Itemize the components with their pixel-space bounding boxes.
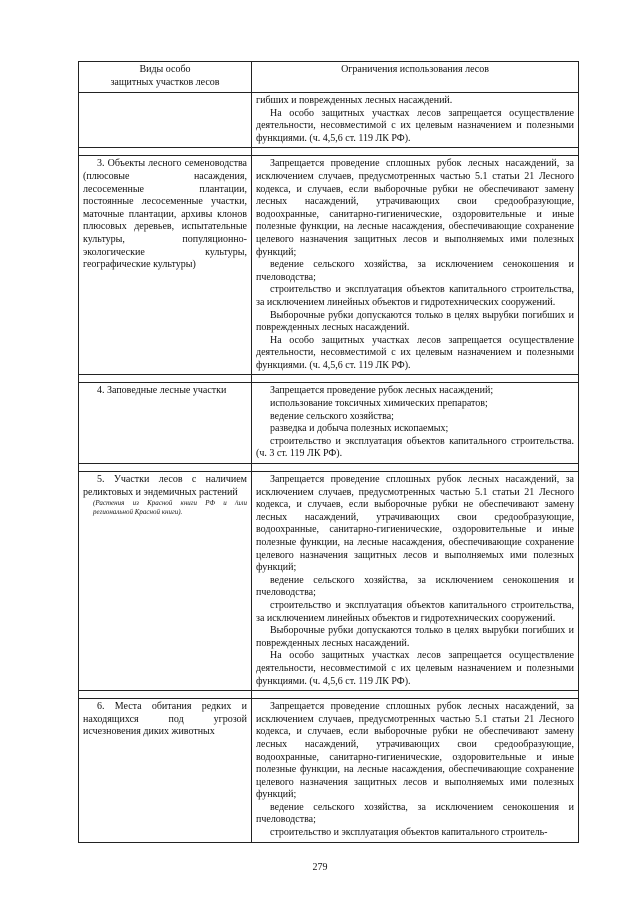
restriction-paragraph: ведение сельского хозяйства, за исключением сенокошения и пчеловодства; xyxy=(256,259,574,283)
spacer-cell xyxy=(252,148,579,156)
header-col-restrictions: Ограничения использования лесов xyxy=(252,62,579,93)
table-row xyxy=(79,472,579,691)
area-type-cell xyxy=(79,699,252,843)
restriction-paragraph: На особо защитных участках лесов запрещается осуществление деятельности, несовместимой с их целевым назначением и полезными функциями. (ч. 4,5,6 ст. 119 ЛК РФ). xyxy=(256,107,574,144)
spacer-cell xyxy=(79,464,252,472)
area-type-text: 6. Места обитания редких и находящихся под угрозой исчезновения диких животных xyxy=(83,701,247,738)
row-spacer xyxy=(79,691,579,699)
restriction-paragraph: гибших и поврежденных лесных насаждений. xyxy=(256,95,453,106)
row-spacer xyxy=(79,375,579,383)
row-spacer xyxy=(79,148,579,156)
restrictions-cell xyxy=(252,93,579,148)
restriction-paragraph: Выборочные рубки допускаются только в целях вырубки погибших и поврежденных лесных насаждений. xyxy=(256,309,574,334)
restriction-paragraph: разведка и добыча полезных ископаемых; xyxy=(270,423,449,435)
area-type-cell xyxy=(79,383,252,464)
table-row xyxy=(79,156,579,375)
spacer-cell xyxy=(79,148,252,156)
row-spacer xyxy=(79,464,579,472)
area-type-text: 4. Заповедные лесные участки xyxy=(97,385,227,397)
restriction-paragraph: ведение сельского хозяйства, за исключением сенокошения и пчеловодства; xyxy=(256,801,574,826)
restriction-paragraph: Запрещается проведение сплошных рубок лесных насаждений, за исключением случаев, предусмотренных частью 5.1 статьи 21 Лесного кодекса, и случаев, если выборочные рубки не обеспечивают замену лесных насаждений, утрачивающих свои средообразующие, водоохранные, санитарно-гигиенические, оздоровительные и иные полезные функции, на лесные насаждения, обеспечивающие сохранение целевого назначения защитных лесов и выполняемых ими полезных функций; xyxy=(256,158,574,258)
table-row xyxy=(79,699,579,843)
restriction-paragraph: ведение сельского хозяйства, за исключением сенокошения и пчеловодства; xyxy=(256,574,574,599)
spacer-cell xyxy=(252,464,579,472)
restriction-paragraph: строительство и эксплуатация объектов капитального строитель- xyxy=(270,827,548,839)
header-col-protected-areas: Виды особо защитных участков лесов xyxy=(79,62,252,93)
red-book-note: (Растения из Красной книги РФ и /или региональной Красной книги). xyxy=(93,499,247,517)
restriction-paragraph: На особо защитных участках лесов запрещается осуществление деятельности, несовместимой с их целевым назначением и полезными функциями. (ч. 4,5,6 ст. 119 ЛК РФ). xyxy=(256,650,574,687)
spacer-cell xyxy=(79,375,252,383)
restrictions-cell xyxy=(252,699,579,843)
restriction-paragraph: строительство и эксплуатация объектов капитального строительства, за исключением линейных объектов и гидротехнических сооружений. xyxy=(256,599,574,624)
area-type-text: 5. Участки лесов с наличием реликтовых и эндемичных растений xyxy=(83,474,247,498)
table-body xyxy=(79,93,579,843)
spacer-cell xyxy=(252,375,579,383)
table-row xyxy=(79,93,579,148)
restrictions-cell xyxy=(252,383,579,464)
spacer-cell xyxy=(252,691,579,699)
table-header-row xyxy=(79,62,579,93)
area-type-cell xyxy=(79,156,252,375)
restriction-paragraph: Запрещается проведение сплошных рубок лесных насаждений, за исключением случаев, предусмотренных частью 5.1 статьи 21 Лесного кодекса, и случаев, если выборочные рубки не обеспечивают замену лесных насаждений, утрачивающих свои средообразующие, водоохранные, санитарно-гигиенические, оздоровительные и иные полезные функции, на лесные насаждения, обеспечивающие сохранение целевого назначения защитных лесов и выполняемых ими полезных функций; xyxy=(256,701,574,801)
restriction-paragraph: строительство и эксплуатация объектов капитального строительства, за исключением линейных объектов и гидротехнических сооружений. xyxy=(256,284,574,308)
restriction-paragraph: использование токсичных химических препаратов; xyxy=(270,398,488,410)
restriction-paragraph: ведение сельского хозяйства; xyxy=(270,410,394,422)
area-type-text: 3. Объекты лесного семеноводства (плюсовые насаждения, лесосеменные плантации, постоянные лесосеменные участки, маточные плантации, архивы клонов плюсовых деревьев, испытательные культуры, популяционно-экологические культуры, географические культуры) xyxy=(83,158,247,271)
spacer-cell xyxy=(79,691,252,699)
restriction-paragraph: Выборочные рубки допускаются только в целях вырубки погибших и поврежденных лесных насаждений. xyxy=(256,625,574,649)
forest-restrictions-table xyxy=(78,61,579,843)
area-type-cell xyxy=(79,93,252,148)
restriction-paragraph: строительство и эксплуатация объектов капитального строительства. (ч. 3 ст. 119 ЛК РФ). xyxy=(256,435,574,460)
restriction-paragraph: На особо защитных участках лесов запрещается осуществление деятельности, несовместимой с их целевым назначением и полезными функциями. (ч. 4,5,6 ст. 119 ЛК РФ). xyxy=(256,334,574,371)
restriction-paragraph: Запрещается проведение сплошных рубок лесных насаждений, за исключением случаев, предусмотренных частью 5.1 статьи 21 Лесного кодекса, и случаев, если выборочные рубки не обеспечивают замену лесных насаждений, утрачивающих свои средообразующие, водоохранные, санитарно-гигиенические, оздоровительные и иные полезные функции, на лесные насаждения, обеспечивающие сохранение целевого назначения защитных лесов и выполняемых ими полезных функций; xyxy=(256,474,574,574)
restrictions-cell xyxy=(252,472,579,691)
page-number: 279 xyxy=(312,862,328,873)
area-type-cell xyxy=(79,472,252,691)
restriction-paragraph: Запрещается проведение рубок лесных насаждений; xyxy=(270,385,494,397)
restrictions-cell xyxy=(252,156,579,375)
table-row xyxy=(79,383,579,464)
